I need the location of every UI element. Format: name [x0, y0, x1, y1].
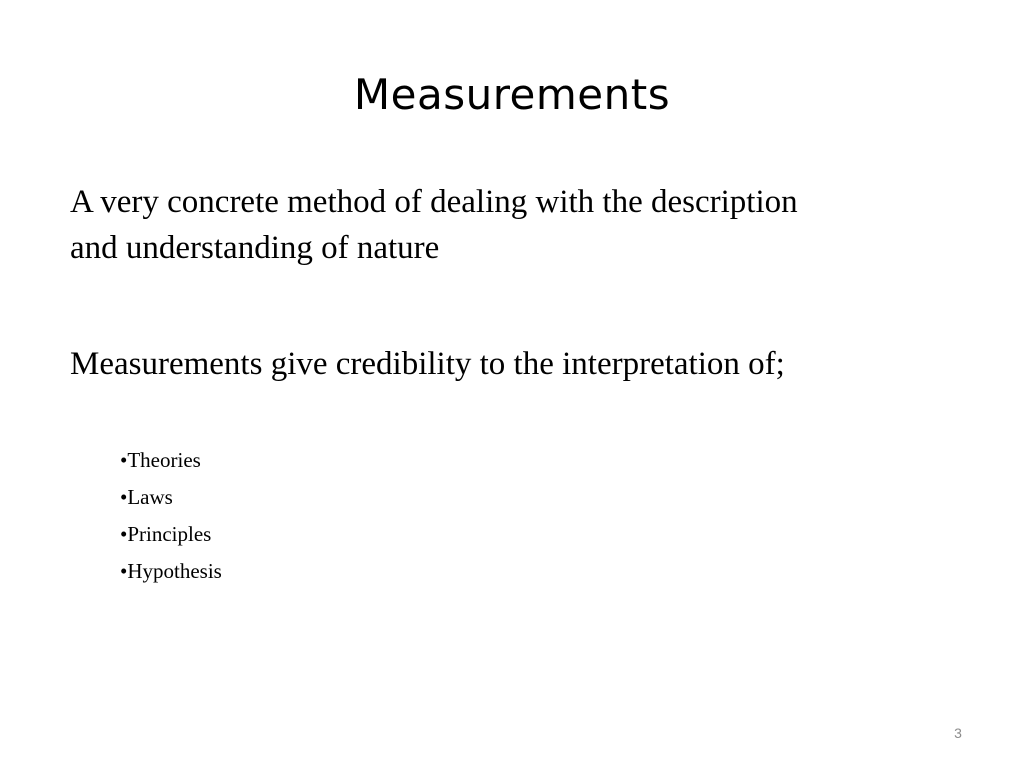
- body-paragraph-credibility: Measurements give credibility to the interpretation of;: [70, 346, 785, 382]
- bullet-item-principles: •Principles: [120, 522, 212, 546]
- body-paragraph-description: A very concrete method of dealing with the description and understanding of nature: [70, 184, 798, 266]
- page-number: 3: [954, 725, 962, 741]
- bullet-item-theories: •Theories: [120, 448, 201, 472]
- bullet-item-laws: •Laws: [120, 485, 173, 509]
- bullet-item-hypothesis: •Hypothesis: [120, 559, 222, 583]
- bullet-list: [120, 442, 222, 590]
- slide-title: Measurements: [353, 70, 671, 119]
